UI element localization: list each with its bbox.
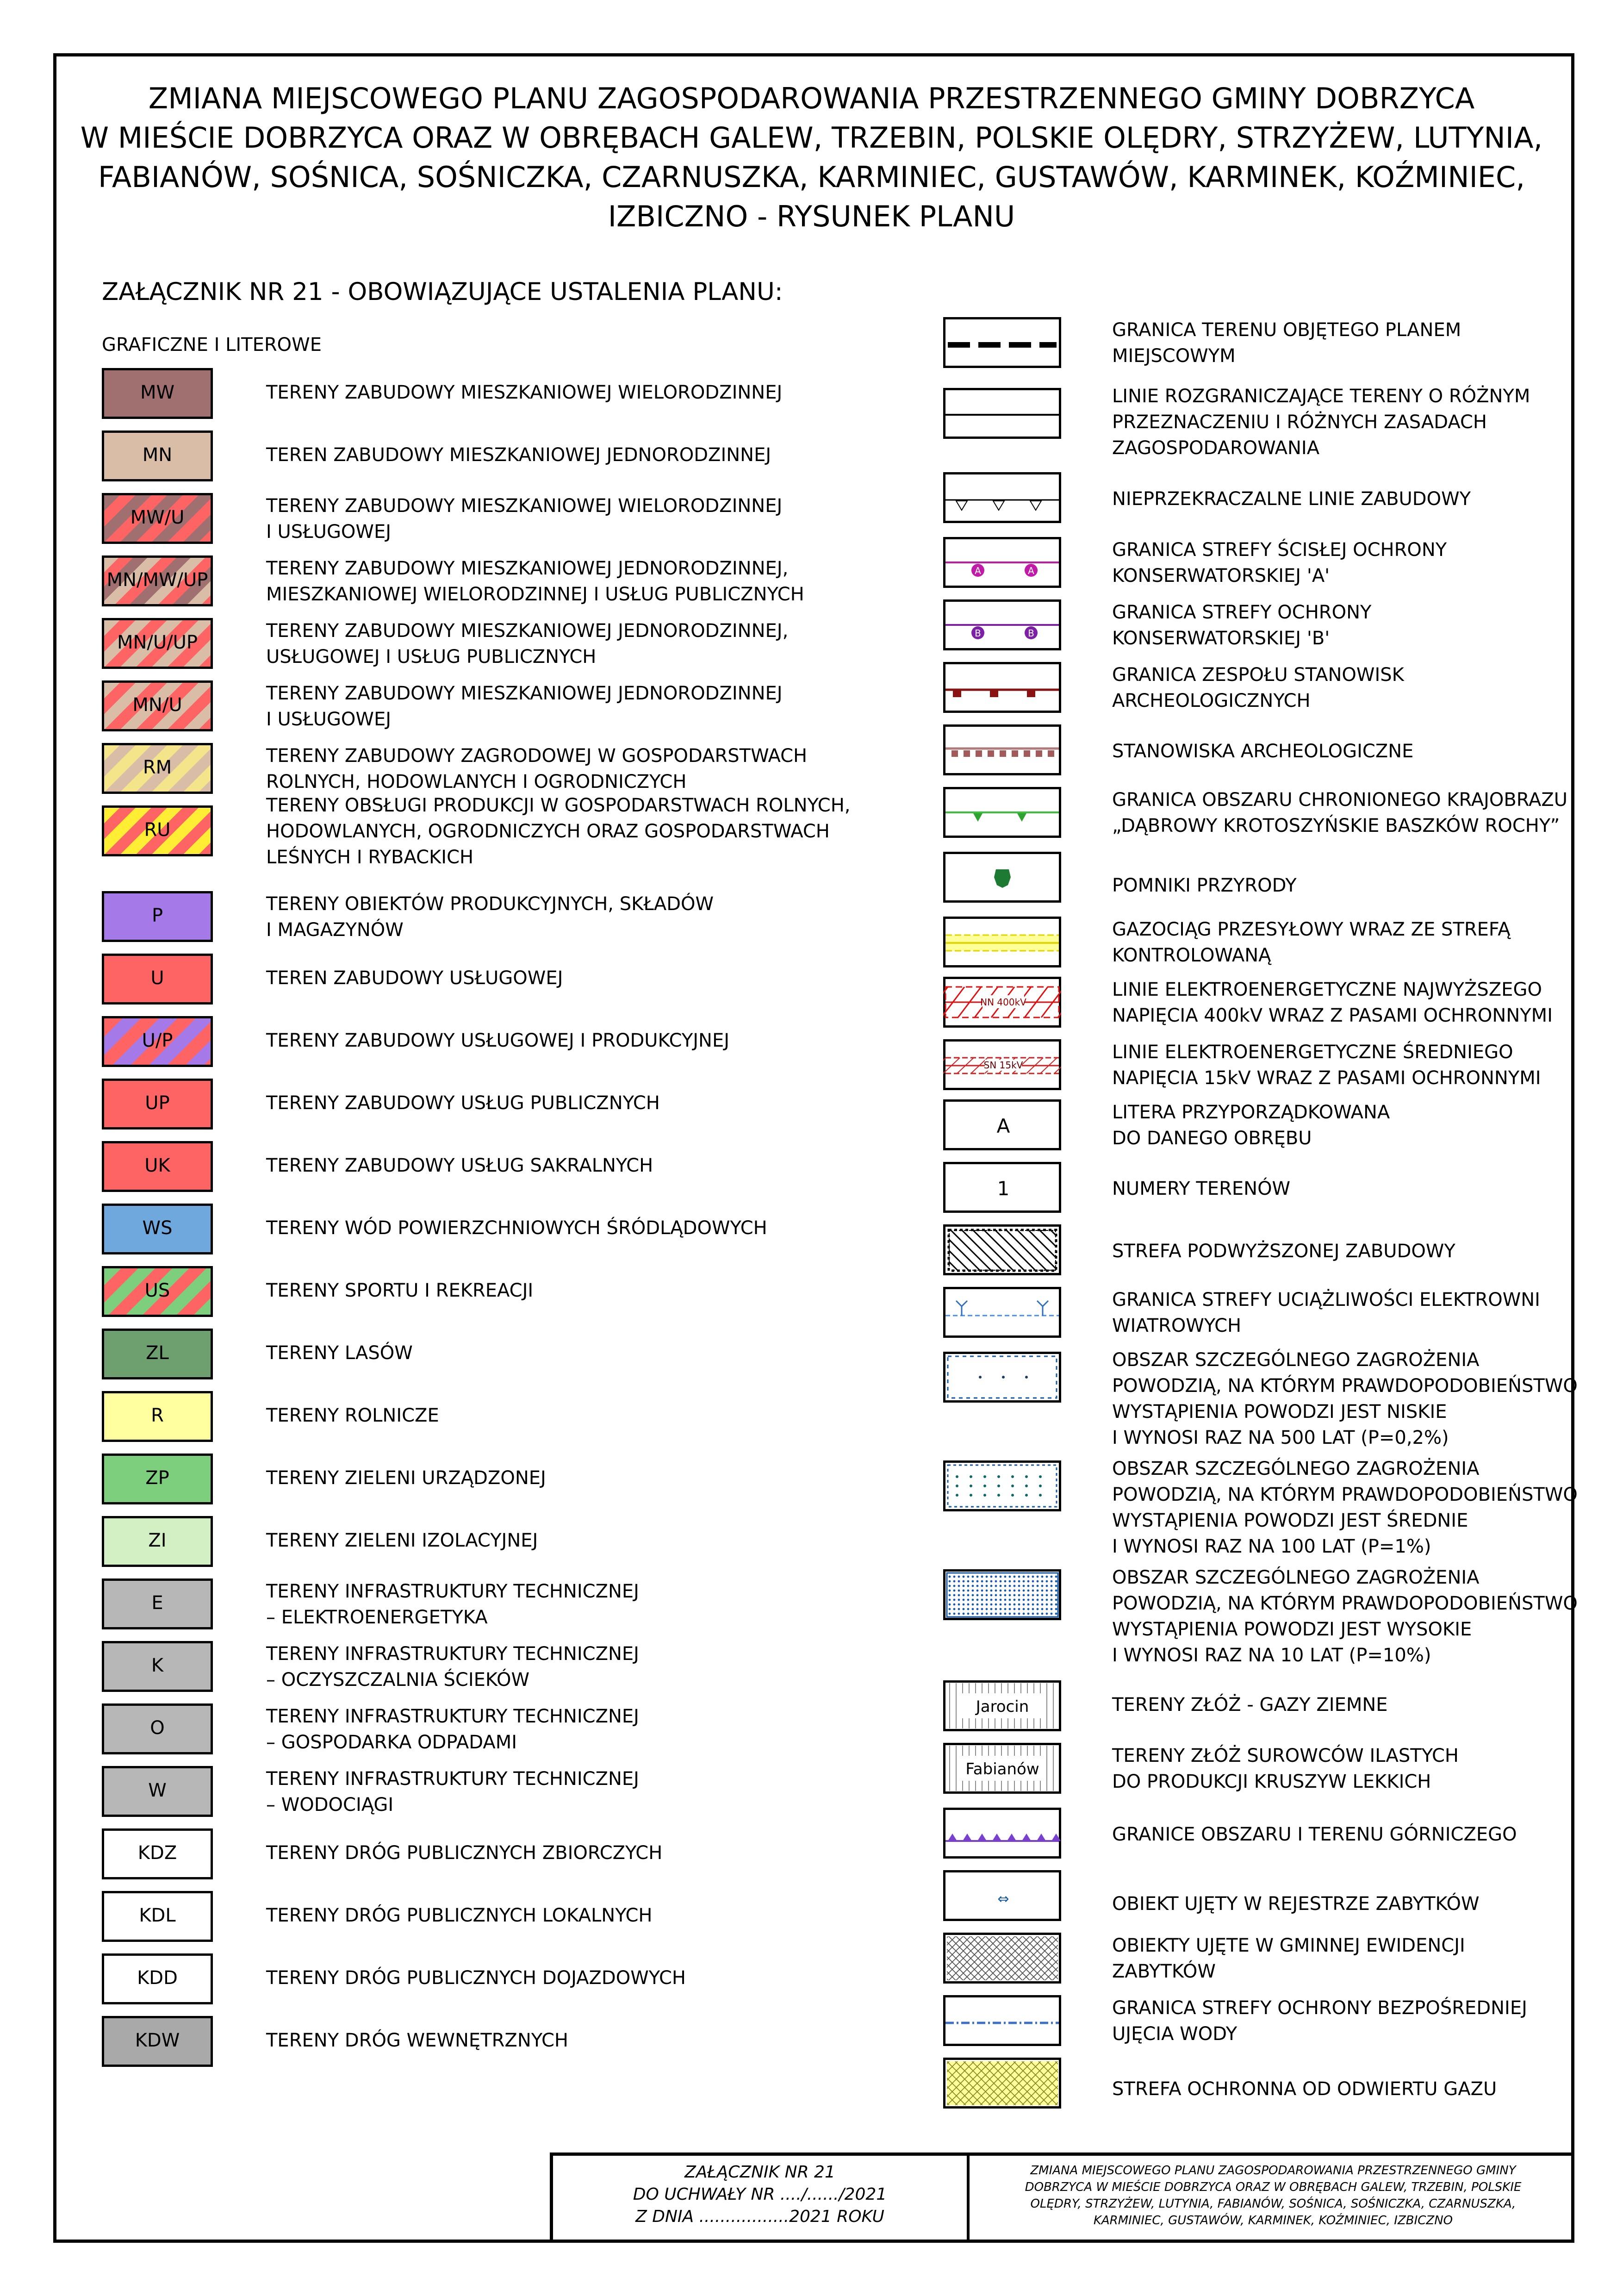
description-line: TERENY ZIELENI URZĄDZONEJ [266,1467,546,1489]
description-line: GRANICA STREFY OCHRONY BEZPOŚREDNIEJ [1112,1997,1527,2019]
legend-description [266,1278,960,1304]
description-line: ZABYTKÓW [1112,1961,1216,1982]
land-use-swatch [102,1266,213,1317]
description-line: OBIEKT UJĘTY W REJESTRZE ZABYTKÓW [1112,1893,1480,1915]
description-line: POWODZIĄ, NA KTÓRYM PRAWDOPODOBIEŃSTWO [1112,1484,1578,1505]
footer-line: DO UCHWAŁY NR ..../....../2021 [633,2185,887,2204]
description-line: LINIE ELEKTROENERGETYCZNE ŚREDNIEGO [1112,1042,1513,1063]
description-line: TERENY ZABUDOWY MIESZKANIOWEJ JEDNORODZINNEJ, [266,558,789,579]
legend-description [266,1703,960,1755]
description-line: KONTROLOWANĄ [1112,945,1271,966]
svg-text:1: 1 [997,1177,1010,1200]
description-line: NAPIĘCIA 400kV WRAZ Z PASAMI OCHRONNYMI [1112,1005,1553,1026]
description-line: ARCHEOLOGICZNYCH [1112,690,1311,711]
svg-text:B: B [1028,628,1034,639]
land-use-swatch [102,1578,213,1629]
description-line: TERENY WÓD POWIERZCHNIOWYCH ŚRÓDLĄDOWYCH [266,1217,767,1239]
land-use-swatch [102,1953,213,2004]
swatch-code: KDW [135,2030,180,2051]
swatch-code: E [151,1592,163,1614]
swatch-code: K [151,1655,164,1676]
plan-description [972,2156,1574,2243]
swatch-code: WS [142,1217,173,1239]
description-line: TERENY DRÓG PUBLICZNYCH DOJAZDOWYCH [266,1967,686,1989]
description-line: – WODOCIĄGI [266,1794,394,1816]
clay-deposit-symbol [943,1743,1061,1794]
description-line: TEREN ZABUDOWY USŁUGOWEJ [266,967,563,989]
swatch-code: O [150,1717,165,1739]
description-line: OBSZAR SZCZEGÓLNEGO ZAGROŻENIA [1112,1349,1480,1371]
gas-deposit-symbol [943,1680,1061,1731]
land-use-swatch [102,1391,213,1442]
description-line: TERENY ZABUDOWY USŁUG SAKRALNYCH [266,1155,653,1176]
land-use-swatch [102,1641,213,1692]
land-use-swatch [102,805,213,856]
legend-description [1112,383,1598,461]
legend-description [1112,1822,1598,1847]
description-line: LITERA PRZYPORZĄDKOWANA [1112,1102,1390,1123]
legend-description [266,1965,960,1991]
description-line: USŁUGOWEJ I USŁUG PUBLICZNYCH [266,646,597,668]
wind-farm-line-symbol [943,1287,1061,1338]
land-use-swatch [102,1141,213,1192]
swatch-code: RU [144,819,171,841]
description-line: TERENY ZABUDOWY MIESZKANIOWEJ JEDNORODZINNEJ, [266,620,789,642]
description-line: – OCZYSZCZALNIA ŚCIEKÓW [266,1669,530,1691]
swatch-code: KDL [139,1905,176,1926]
description-line: NUMERY TERENÓW [1112,1178,1291,1199]
legend-description [266,1766,960,1818]
description-line: POMNIKI PRZYRODY [1112,875,1297,896]
legend-description [1112,1176,1598,1202]
description-line: TEREN ZABUDOWY MIESZKANIOWEJ JEDNORODZINNEJ [266,444,771,466]
archaeology-boundary-symbol [943,662,1061,713]
legend-description [266,1465,960,1491]
description-line: ROLNYCH, HODOWLANYCH I OGRODNICZYCH [266,771,687,792]
description-line: MIEJSCOWYM [1112,345,1236,367]
land-use-swatch [102,743,213,794]
swatch-code: MN/MW/UP [106,569,208,591]
legend-description [1112,873,1598,898]
legend-description [266,1403,960,1429]
swatch-code: MN/U/UP [117,632,198,653]
land-use-swatch [102,1204,213,1254]
land-use-swatch [102,368,213,419]
footer-line: DOBRZYCA W MIEŚCIE DOBRZYCA ORAZ W OBRĘBACH GALEW, TRZEBIN, POLSKIE [1025,2180,1522,2194]
document-title [69,79,1554,236]
description-line: I WYNOSI RAZ NA 500 LAT (P=0,2%) [1112,1427,1449,1448]
description-line: WYSTĄPIENIA POWODZI JEST ŚREDNIE [1112,1510,1468,1531]
protected-landscape-line-symbol [943,787,1061,838]
description-line: POWODZIĄ, NA KTÓRYM PRAWDOPODOBIEŃSTWO [1112,1593,1578,1614]
description-line: ZAGOSPODAROWANIA [1112,437,1320,459]
description-line: TERENY ZABUDOWY MIESZKANIOWEJ WIELORODZINNEJ [266,495,783,517]
legend-description [1112,1743,1598,1795]
legend-description [266,1215,960,1241]
flood-medium-symbol [943,1460,1061,1511]
swatch-code: UK [144,1155,170,1176]
legend-description [1112,1287,1598,1339]
legend-description [1112,787,1598,839]
land-use-swatch [102,680,213,731]
legend-description [1112,2076,1598,2102]
description-line: TERENY ZIELENI IZOLACYJNEJ [266,1530,538,1551]
svg-text:B: B [975,628,981,639]
swatch-code: U/P [142,1030,173,1051]
svg-text:SN 15kV: SN 15kV [983,1060,1023,1071]
legend-description [1112,917,1598,968]
legend-description [266,2028,960,2053]
legend-description [266,1090,960,1116]
flood-high-symbol [943,1569,1061,1620]
swatch-code: UP [145,1092,170,1114]
description-line: WYSTĄPIENIA POWODZI JEST WYSOKIE [1112,1619,1472,1640]
legend-description [266,1528,960,1554]
legend-description [1112,1565,1598,1668]
description-line: STANOWISKA ARCHEOLOGICZNE [1112,741,1414,762]
swatch-code: ZP [145,1467,169,1489]
description-line: TERENY LASÓW [266,1342,413,1364]
hatch-zone-symbol [943,1224,1061,1275]
description-line: GRANICA STREFY OCHRONY [1112,602,1372,623]
flood-low-symbol [943,1352,1061,1403]
description-line: LINIE ELEKTROENERGETYCZNE NAJWYŻSZEGO [1112,979,1542,1000]
land-use-swatch [102,1016,213,1067]
legend-description [1112,738,1598,764]
description-line: GRANICA STREFY UCIĄŻLIWOŚCI ELEKTROWNI [1112,1289,1540,1310]
description-line: STREFA OCHRONNA OD ODWIERTU GAZU [1112,2078,1497,2100]
legend-description [266,680,960,732]
description-line: TERENY INFRASTRUKTURY TECHNICZNEJ [266,1643,639,1665]
legend-description [266,1028,960,1054]
description-line: KONSERWATORSKIEJ 'B' [1112,628,1330,649]
svg-text:Fabianów: Fabianów [965,1760,1039,1778]
power-line-400kv-symbol [943,977,1061,1028]
legend-description [1112,1099,1598,1151]
land-use-swatch [102,1329,213,1379]
swatch-code: U [150,967,164,989]
zone-b-line-symbol [943,599,1061,650]
mining-boundary-symbol [943,1808,1061,1859]
zone-a-line-symbol [943,537,1061,588]
swatch-code: KDD [137,1967,178,1989]
description-line: GRANICE OBSZARU I TERENU GÓRNICZEGO [1112,1824,1517,1845]
footer-line: KARMINIEC, GUSTAWÓW, KARMINEK, KOŹMINIEC, IZBICZNO [1093,2214,1453,2227]
description-line: TERENY INFRASTRUKTURY TECHNICZNEJ [266,1581,639,1602]
description-line: TERENY OBIEKTÓW PRODUKCYJNYCH, SKŁADÓW [266,893,714,915]
legend-subheading: GRAFICZNE I LITEROWE [102,334,322,356]
description-line: TERENY ZŁÓŻ SUROWCÓW ILASTYCH [1112,1745,1459,1766]
description-line: TERENY DRÓG PUBLICZNYCH ZBIORCZYCH [266,1842,663,1864]
legend-description [266,493,960,545]
description-line: I USŁUGOWEJ [266,521,392,543]
legend-description [1112,599,1598,651]
svg-text:NN 400kV: NN 400kV [980,997,1026,1008]
description-line: GAZOCIĄG PRZESYŁOWY WRAZ ZE STREFĄ [1112,919,1511,940]
land-use-swatch [102,1516,213,1567]
land-use-swatch [102,1766,213,1817]
description-line: TERENY OBSŁUGI PRODUKCJI W GOSPODARSTWACH ROLNYCH, [266,795,851,816]
swatch-code: ZL [146,1342,169,1364]
description-line: DO PRODUKCJI KRUSZYW LEKKICH [1112,1771,1431,1792]
svg-text:A: A [1028,565,1034,576]
description-line: STREFA PODWYŻSZONEJ ZABUDOWY [1112,1241,1455,1262]
triangle-line-symbol [943,472,1061,523]
description-line: TERENY INFRASTRUKTURY TECHNICZNEJ [266,1768,639,1790]
legend-description [1112,1039,1598,1091]
description-line: WIATROWYCH [1112,1315,1242,1336]
gas-pipeline-symbol [943,917,1061,967]
land-use-swatch [102,1454,213,1504]
legend-description [1112,1692,1598,1718]
land-use-swatch [102,1891,213,1942]
legend-description [266,965,960,991]
description-line: TERENY DRÓG WEWNĘTRZNYCH [266,2030,569,2051]
description-line: – ELEKTROENERGETYKA [266,1607,488,1628]
swatch-code: MN/U [132,694,182,716]
swatch-code: US [144,1280,170,1301]
description-line: „DĄBROWY KROTOSZYŃSKIE BASZKÓW ROCHY” [1112,815,1560,836]
description-line: HODOWLANYCH, OGRODNICZYCH ORAZ GOSPODARSTWACH [266,821,830,842]
legend-description [266,380,960,406]
legend-description [1112,1995,1598,2047]
svg-text:A: A [975,565,981,576]
footer-line: ZMIANA MIEJSCOWEGO PLANU ZAGOSPODAROWANIA PRZESTRZENNEGO GMINY [1030,2164,1516,2177]
swatch-code: KDZ [137,1842,177,1864]
title-line: W MIEŚCIE DOBRZYCA ORAZ W OBRĘBACH GALEW, TRZEBIN, POLSKIE OLĘDRY, STRZYŻEW, LUTYNIA, [80,121,1543,155]
legend-description [1112,1891,1598,1917]
swatch-code: MW/U [130,507,185,528]
land-use-swatch [102,1703,213,1754]
description-line: TERENY ZŁÓŻ - GAZY ZIEMNE [1112,1694,1388,1716]
title-line: FABIANÓW, SOŚNICA, SOŚNICZKA, CZARNUSZKA, KARMINIEC, GUSTAWÓW, KARMINEK, KOŹMINIEC, [98,160,1525,194]
swatch-code: R [151,1405,164,1426]
land-use-swatch [102,2016,213,2067]
legend-description [266,891,960,943]
description-line: GRANICA ZESPOŁU STANOWISK [1112,664,1404,686]
description-line: GRANICA OBSZARU CHRONIONEGO KRAJOBRAZU [1112,789,1568,811]
description-line: TERENY ROLNICZE [266,1405,439,1426]
number-box-symbol [943,1162,1061,1213]
description-line: TERENY ZABUDOWY USŁUGOWEJ I PRODUKCYJNEJ [266,1030,730,1051]
svg-text:Jarocin: Jarocin [976,1697,1029,1716]
description-line: TERENY ZABUDOWY USŁUG PUBLICZNYCH [266,1092,660,1114]
legend-description [1112,662,1598,714]
description-line: POWODZIĄ, NA KTÓRYM PRAWDOPODOBIEŃSTWO [1112,1375,1578,1397]
legend-description [266,1641,960,1693]
legend-description [1112,1238,1598,1264]
legend-description [1112,977,1598,1029]
legend-description [266,1340,960,1366]
land-use-swatch [102,555,213,606]
gas-well-zone-symbol [943,2058,1061,2109]
register-monument-symbol [943,1870,1061,1921]
description-line: KONSERWATORSKIEJ 'A' [1112,565,1330,586]
legend-description [266,1903,960,1928]
attachment-heading: ZAŁĄCZNIK NR 21 - OBOWIĄZUJĄCE USTALENIA PLANU: [102,278,783,306]
description-line: PRZEZNACZENIU I RÓŻNYCH ZASADACH [1112,412,1487,433]
land-use-swatch [102,1828,213,1879]
resolution-reference [553,2156,970,2243]
footer-line: Z DNIA .................2021 ROKU [635,2207,884,2226]
legend-description [1112,537,1598,589]
water-intake-line-symbol [943,1995,1061,2046]
title-line: ZMIANA MIEJSCOWEGO PLANU ZAGOSPODAROWANIA PRZESTRZENNEGO GMINY DOBRZYCA [148,81,1475,115]
description-line: WYSTĄPIENIA POWODZI JEST NISKIE [1112,1401,1447,1423]
description-line: OBIEKTY UJĘTE W GMINNEJ EWIDENCJI [1112,1935,1465,1956]
svg-text:A: A [996,1115,1010,1137]
letter-box-symbol [943,1099,1061,1150]
title-line: IZBICZNO - RYSUNEK PLANU [608,200,1015,233]
land-use-swatch [102,1079,213,1129]
legend-description [266,1840,960,1866]
description-line: I USŁUGOWEJ [266,709,392,730]
legend-description [266,1153,960,1179]
legend-description [1112,1933,1598,1984]
land-use-swatch [102,618,213,669]
description-line: GRANICA STREFY ŚCISŁEJ OCHRONY [1112,539,1447,561]
archaeology-sites-symbol [943,724,1061,775]
legend-description [1112,1456,1598,1560]
title-block [550,2152,1574,2243]
swatch-code: W [148,1780,167,1801]
legend-description [266,442,960,468]
description-line: I MAGAZYNÓW [266,919,404,941]
dashed-boundary-line-symbol [943,317,1061,368]
description-line: TERENY ZABUDOWY MIESZKANIOWEJ WIELORODZINNEJ [266,382,783,403]
description-line: TERENY ZABUDOWY MIESZKANIOWEJ JEDNORODZINNEJ [266,683,783,704]
description-line: TERENY DRÓG PUBLICZNYCH LOKALNYCH [266,1905,653,1926]
land-use-swatch [102,954,213,1004]
description-line: DO DANEGO OBRĘBU [1112,1128,1312,1149]
svg-text:⇔: ⇔ [997,1891,1009,1907]
description-line: NAPIĘCIA 15kV WRAZ Z PASAMI OCHRONNYMI [1112,1067,1541,1089]
legend-description [266,555,960,607]
land-use-swatch [102,493,213,544]
description-line: GRANICA TERENU OBJĘTEGO PLANEM [1112,319,1461,341]
description-line: I WYNOSI RAZ NA 100 LAT (P=1%) [1112,1536,1431,1557]
description-line: TERENY SPORTU I REKREACJI [266,1280,534,1301]
land-use-swatch [102,430,213,481]
description-line: – GOSPODARKA ODPADAMI [266,1732,517,1753]
description-line: NIEPRZEKRACZALNE LINIE ZABUDOWY [1112,488,1471,510]
description-line: TERENY INFRASTRUKTURY TECHNICZNEJ [266,1706,639,1727]
swatch-code: MW [140,382,175,403]
swatch-code: RM [143,757,172,778]
footer-line: OLĘDRY, STRZYŻEW, LUTYNIA, FABIANÓW, SOŚNICA, SOŚNICZKA, CZARNUSZKA, [1030,2197,1516,2211]
footer-line: ZAŁĄCZNIK NR 21 [684,2163,835,2182]
description-line: OBSZAR SZCZEGÓLNEGO ZAGROŻENIA [1112,1458,1480,1479]
thin-line-symbol [943,388,1061,439]
power-line-15kv-symbol [943,1039,1061,1090]
description-line: UJĘCIA WODY [1112,2023,1237,2045]
legend-description [266,743,960,795]
legend-description [266,1578,960,1630]
swatch-code: MN [142,444,173,466]
legend-description [1112,317,1598,369]
description-line: I WYNOSI RAZ NA 10 LAT (P=10%) [1112,1645,1431,1666]
legend-description [1112,486,1598,512]
legend-description [266,618,960,670]
swatch-code: P [151,905,163,926]
description-line: LEŚNYCH I RYBACKICH [266,847,474,868]
legend-description [266,792,960,870]
description-line: MIESZKANIOWEJ WIELORODZINNEJ I USŁUG PUBLICZNYCH [266,584,804,605]
land-use-swatch [102,891,213,942]
nature-monument-icon-symbol [943,852,1061,903]
cross-hatch-symbol [943,1933,1061,1984]
description-line: OBSZAR SZCZEGÓLNEGO ZAGROŻENIA [1112,1567,1480,1588]
description-line: LINIE ROZGRANICZAJĄCE TERENY O RÓŻNYM [1112,386,1530,407]
description-line: TERENY ZABUDOWY ZAGRODOWEJ W GOSPODARSTWACH [266,745,808,767]
legend-description [1112,1347,1598,1451]
swatch-code: ZI [148,1530,167,1551]
